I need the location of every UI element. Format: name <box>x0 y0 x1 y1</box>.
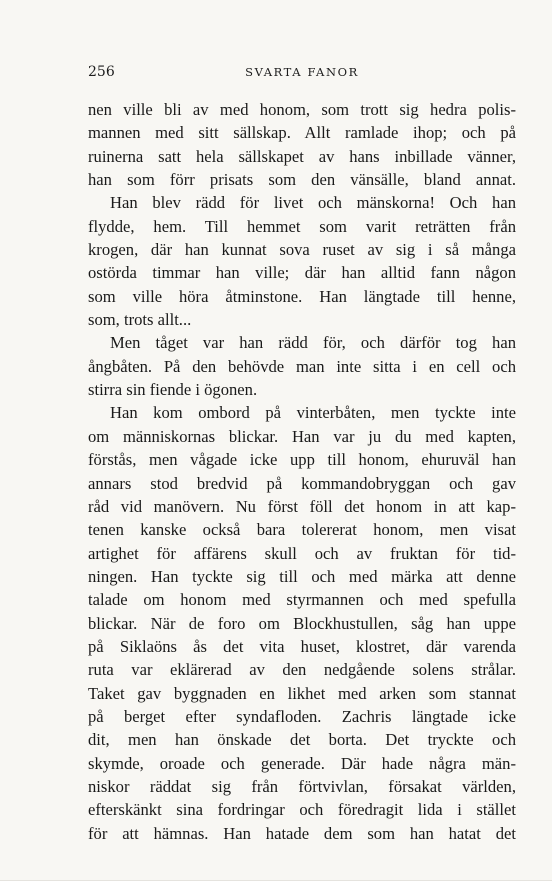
text-line: annars stod bredvid på kommandobryggan och gav <box>88 473 516 493</box>
text-line: ruinerna satt hela sällskapet av hans inbillade vänner, <box>88 146 516 166</box>
text-line: Han blev rädd för livet och mänskorna! Och han <box>110 193 516 213</box>
page-header <box>88 64 516 84</box>
text-line: för att hämnas. Han hatade dem som han hatat det <box>88 823 516 843</box>
text-line: efterskänkt sina fordringar och föredragit lida i stället <box>88 800 516 820</box>
text-line: som, trots allt... <box>88 310 192 330</box>
text-line: Men tåget var han rädd för, och därför tog han <box>110 333 516 353</box>
text-line: Taket gav byggnaden en likhet med arken som stannat <box>88 683 516 703</box>
text-line: Han kom ombord på vinterbåten, men tyckte inte <box>110 403 516 423</box>
text-line: på berget efter syndafloden. Zachris längtade icke <box>88 706 516 726</box>
text-line: om människornas blickar. Han var ju du med kapten, <box>88 426 516 446</box>
text-line: blickar. När de foro om Blockhustullen, såg han uppe <box>88 613 516 633</box>
text-line: flydde, hem. Till hemmet som varit reträtten från <box>88 216 516 236</box>
text-line: dit, men han önskade det borta. Det tryckte och <box>88 730 516 750</box>
text-line: som ville höra åtminstone. Han längtade till henne, <box>88 286 516 306</box>
text-line: råd vid manövern. Nu först föll det honom in att kap- <box>88 496 516 516</box>
text-line: på Siklaöns ås det vita huset, klostret, där varenda <box>88 636 516 656</box>
text-line: skymde, oroade och generade. Där hade några män- <box>88 753 516 773</box>
text-line: ruta var eklärerad av den nedgående solens strålar. <box>88 660 516 680</box>
text-line: stirra sin fiende i ögonen. <box>88 380 258 400</box>
running-title: SVARTA FANOR <box>245 65 359 79</box>
text-line: talade om honom med styrmannen och med spefulla <box>88 590 516 610</box>
text-line: krogen, där han kunnat sova ruset av sig i så många <box>88 240 516 260</box>
text-line: artighet för affärens skull och av fruktan för tid- <box>88 543 516 563</box>
text-line: mannen med sitt sällskap. Allt ramlade ihop; och på <box>88 123 516 143</box>
body-text <box>88 98 516 845</box>
text-line: förstås, men vågade icke upp till honom, ehuruväl han <box>88 450 516 470</box>
text-line: ningen. Han tyckte sig till och med märka att denne <box>88 566 516 586</box>
text-line: ostörda timmar han ville; där han alltid fann någon <box>88 263 516 283</box>
text-line: niskor räddat sig från förtvivlan, försakat världen, <box>88 776 516 796</box>
text-line: tenen kanske också bara tolererat honom, men visat <box>88 520 516 540</box>
text-line: han som förr prisats som den vänsälle, bland annat. <box>88 170 516 190</box>
page-number: 256 <box>88 64 115 80</box>
text-line: nen ville bli av med honom, som trott sig hedra polis- <box>88 100 516 119</box>
text-line: ångbåten. På den behövde man inte sitta i en cell och <box>88 356 516 376</box>
